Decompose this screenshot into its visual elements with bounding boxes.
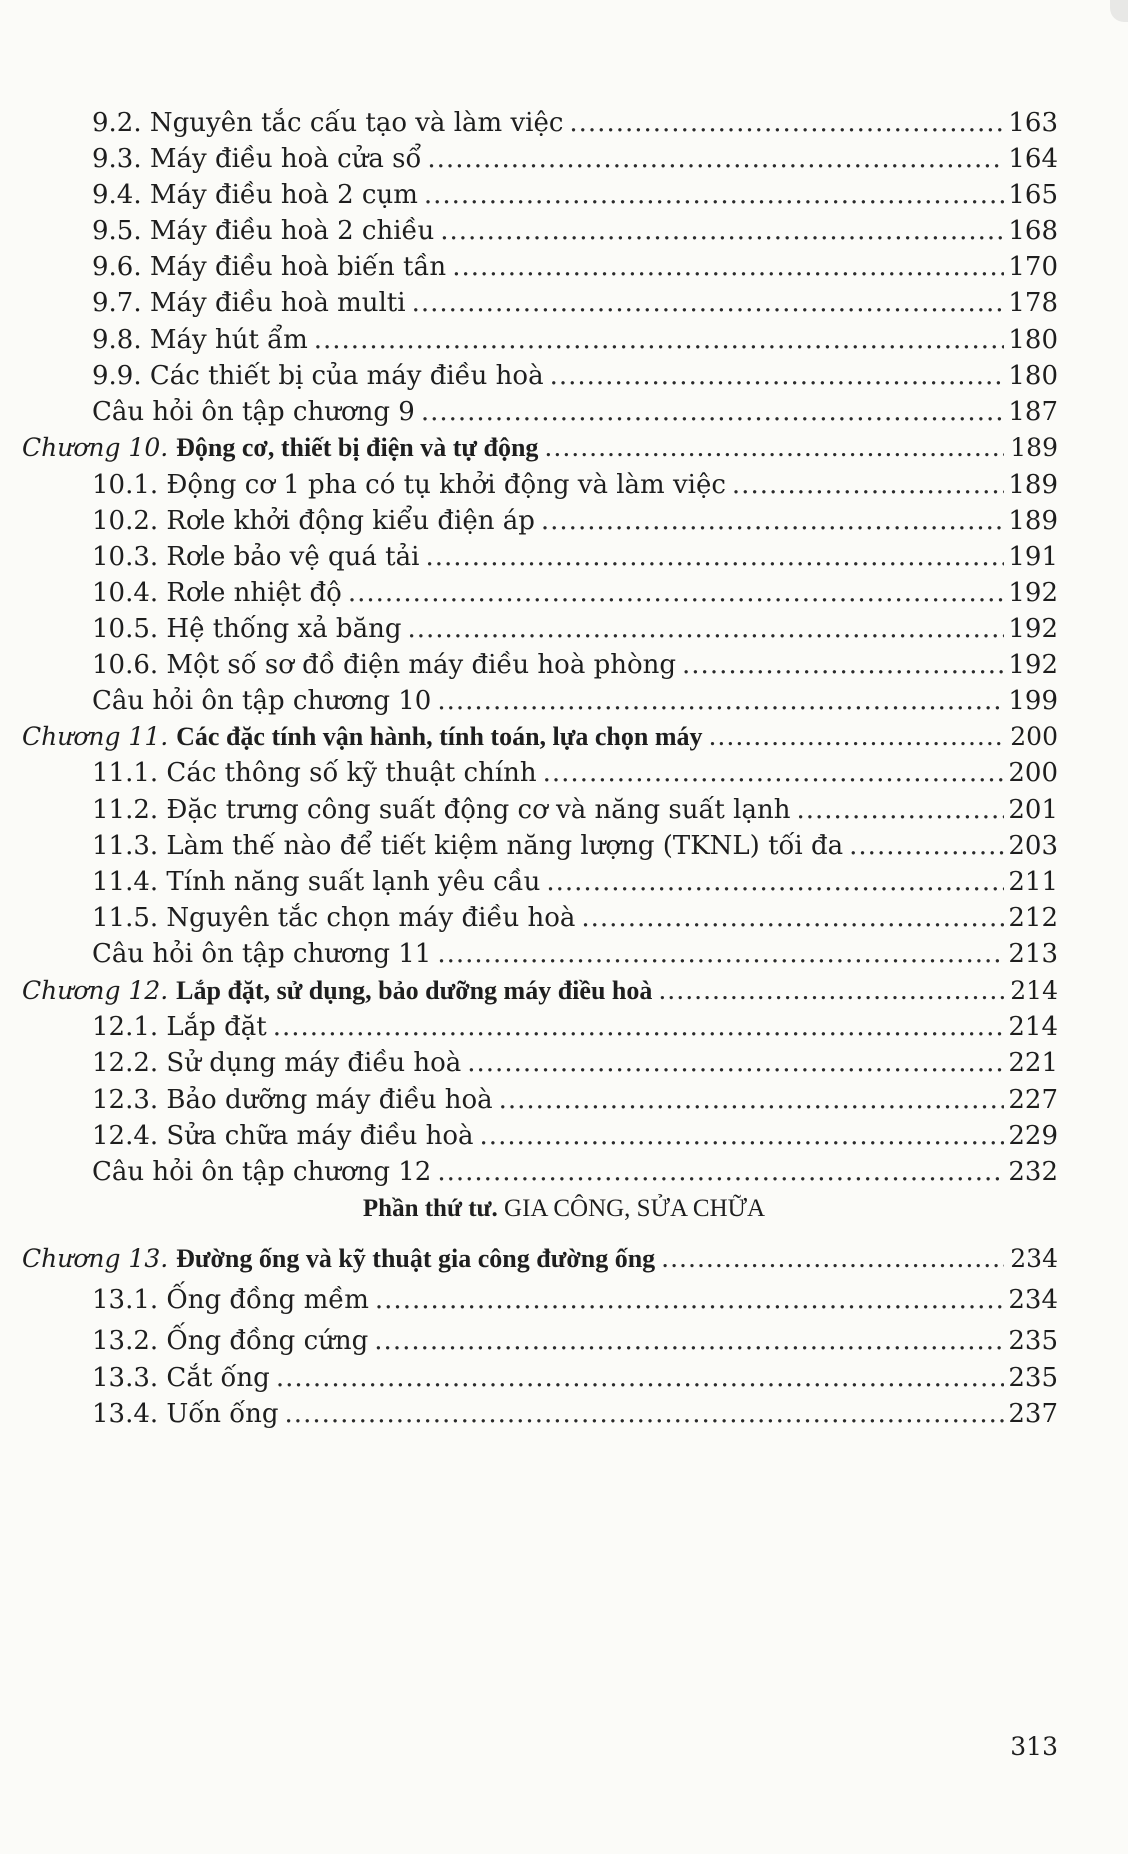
section-title: 9.2. Nguyên tắc cấu tạo và làm việc [92,108,564,138]
section-title: 9.6. Máy điều hoà biến tần [92,252,447,282]
chapter-label: Chương 10. [22,433,169,462]
dot-leader [314,325,1004,355]
toc-section-row[interactable] [0,506,1128,546]
dot-leader [374,1326,1004,1356]
toc-section-row[interactable] [0,216,1128,256]
page-ref: 234 [1010,1244,1058,1273]
page-ref: 189 [1008,470,1058,500]
dot-leader [541,506,1004,536]
dot-leader [546,867,1004,897]
section-title: 10.5. Hệ thống xả băng [92,614,402,644]
part-heading [0,1195,1128,1223]
page-ref: 237 [1008,1399,1058,1429]
section-title: 10.2. Rơle khởi động kiểu điện áp [92,506,535,536]
section-title: 11.3. Làm thế nào để tiết kiệm năng lượng (TKNL) tối đa [92,831,844,861]
section-title: 9.5. Máy điều hoà 2 chiều [92,216,435,246]
section-title: Câu hỏi ôn tập chương 9 [92,397,415,427]
toc-section-row[interactable] [0,144,1128,184]
chapter-heading [22,976,652,1006]
page-ref: 235 [1008,1326,1058,1356]
section-title: 10.6. Một số sơ đồ điện máy điều hoà phòng [92,650,677,680]
dot-leader [661,1244,1004,1273]
toc-section-row[interactable] [0,1363,1128,1403]
toc-section-row[interactable] [0,470,1128,510]
toc-section-row[interactable] [0,1399,1128,1439]
dot-leader [544,433,1004,462]
toc-chapter-row[interactable] [0,976,1128,1016]
page-ref: 229 [1008,1121,1058,1151]
section-title: 11.4. Tính năng suất lạnh yêu cầu [92,867,541,897]
toc-section-row[interactable] [0,903,1128,943]
toc-section-row[interactable] [0,831,1128,871]
section-title: 10.4. Rơle nhiệt độ [92,578,342,608]
toc-section-row[interactable] [0,650,1128,690]
chapter-heading [22,433,538,463]
section-title: 9.9. Các thiết bị của máy điều hoà [92,361,544,391]
page-ref: 211 [1008,867,1058,897]
toc-section-row[interactable] [0,542,1128,582]
dot-leader [480,1121,1004,1151]
chapter-title: Động cơ, thiết bị điện và tự động [176,433,539,462]
dot-leader [682,650,1004,680]
page-ref: 191 [1008,542,1058,572]
section-title: 9.8. Máy hút ẩm [92,325,308,355]
dot-leader [407,614,1004,644]
chapter-heading [22,1244,655,1274]
page-number: 313 [1010,1732,1058,1761]
section-title: 13.2. Ống đồng cứng [92,1326,369,1356]
page-ref: 180 [1008,325,1058,355]
page-ref: 214 [1008,1012,1058,1042]
dot-leader [440,216,1004,246]
toc-section-row[interactable] [0,939,1128,979]
page-ref: 232 [1008,1157,1058,1187]
toc-section-row[interactable] [0,288,1128,328]
part-label: Phần thứ tư. [362,1195,498,1222]
toc-section-row[interactable] [0,252,1128,292]
section-title: 12.3. Bảo dưỡng máy điều hoà [92,1085,493,1115]
chapter-title: Đường ống và kỹ thuật gia công đường ống [176,1244,656,1273]
section-title: 13.1. Ống đồng mềm [92,1285,369,1315]
dot-leader [425,542,1004,572]
page-ref: 187 [1008,397,1058,427]
toc-section-row[interactable] [0,325,1128,365]
page-ref: 165 [1008,180,1058,210]
toc-section-row[interactable] [0,1285,1128,1325]
toc-section-row[interactable] [0,795,1128,835]
dot-leader [708,722,1004,751]
toc-section-row[interactable] [0,1326,1128,1366]
dot-leader [569,108,1004,138]
dot-leader [421,397,1004,427]
toc-section-row[interactable] [0,397,1128,437]
page-ref: 214 [1010,976,1058,1005]
dot-leader [796,795,1004,825]
dot-leader [348,578,1004,608]
toc-section-row[interactable] [0,686,1128,726]
toc-chapter-row[interactable] [0,433,1128,473]
toc-section-row[interactable] [0,1048,1128,1088]
page-ref: 178 [1008,288,1058,318]
dot-leader [849,831,1004,861]
dot-leader [424,180,1004,210]
section-title: 10.1. Động cơ 1 pha có tụ khởi động và làm việc [92,470,726,500]
chapter-title: Lắp đặt, sử dụng, bảo dưỡng máy điều hoà [176,976,653,1005]
dot-leader [427,144,1004,174]
section-title: 9.4. Máy điều hoà 2 cụm [92,180,418,210]
chapter-label: Chương 13. [22,1244,169,1273]
dot-leader [273,1012,1004,1042]
page-ref: 200 [1008,758,1058,788]
section-title: 13.3. Cắt ống [92,1363,270,1393]
section-title: Câu hỏi ôn tập chương 11 [92,939,432,969]
chapter-label: Chương 12. [22,976,169,1005]
page-ref: 189 [1010,433,1058,462]
page-ref: 192 [1008,650,1058,680]
dot-leader [375,1285,1004,1315]
section-title: 9.7. Máy điều hoà multi [92,288,406,318]
dot-leader [732,470,1004,500]
page-ref: 163 [1008,108,1058,138]
dot-leader [412,288,1004,318]
toc-section-row[interactable] [0,1012,1128,1052]
dot-leader [437,939,1004,969]
section-title: 11.5. Nguyên tắc chọn máy điều hoà [92,903,576,933]
chapter-title: Các đặc tính vận hành, tính toán, lựa chọn máy [176,722,703,751]
dot-leader [437,1157,1004,1187]
page-ref: 213 [1008,939,1058,969]
toc-section-row[interactable] [0,1157,1128,1197]
page-ref: 234 [1008,1285,1058,1315]
page-ref: 192 [1008,578,1058,608]
section-title: Câu hỏi ôn tập chương 12 [92,1157,432,1187]
dot-leader [276,1363,1004,1393]
dot-leader [658,976,1004,1005]
page-ref: 227 [1008,1085,1058,1115]
page-ref: 203 [1008,831,1058,861]
section-title: 13.4. Uốn ống [92,1399,279,1429]
page-corner [1110,0,1128,22]
page-ref: 192 [1008,614,1058,644]
page-ref: 200 [1010,722,1058,751]
part-title: GIA CÔNG, SỬA CHỮA [504,1195,766,1222]
toc-section-row[interactable] [0,1085,1128,1125]
section-title: 11.1. Các thông số kỹ thuật chính [92,758,537,788]
section-title: Câu hỏi ôn tập chương 10 [92,686,432,716]
page-ref: 164 [1008,144,1058,174]
toc-section-row[interactable] [0,758,1128,798]
dot-leader [437,686,1004,716]
page-ref: 199 [1008,686,1058,716]
dot-leader [452,252,1004,282]
dot-leader [499,1085,1004,1115]
dot-leader [285,1399,1004,1429]
section-title: 12.4. Sửa chữa máy điều hoà [92,1121,474,1151]
page-ref: 221 [1008,1048,1058,1078]
section-title: 12.2. Sử dụng máy điều hoà [92,1048,462,1078]
dot-leader [550,361,1004,391]
toc-chapter-row[interactable] [0,722,1128,762]
page-ref: 168 [1008,216,1058,246]
toc-section-row[interactable] [0,180,1128,220]
section-title: 11.2. Đặc trưng công suất động cơ và năng suất lạnh [92,795,791,825]
section-title: 12.1. Lắp đặt [92,1012,267,1042]
page-ref: 189 [1008,506,1058,536]
section-title: 10.3. Rơle bảo vệ quá tải [92,542,420,572]
toc-section-row[interactable] [0,361,1128,401]
chapter-heading [22,722,702,752]
toc-section-row[interactable] [0,108,1128,148]
toc-section-row[interactable] [0,867,1128,907]
page-ref: 201 [1008,795,1058,825]
page-ref: 170 [1008,252,1058,282]
dot-leader [581,903,1004,933]
dot-leader [543,758,1004,788]
toc-section-row[interactable] [0,614,1128,654]
toc-section-row[interactable] [0,1121,1128,1161]
page-ref: 212 [1008,903,1058,933]
page-ref: 235 [1008,1363,1058,1393]
toc-section-row[interactable] [0,578,1128,618]
toc-chapter-row[interactable] [0,1244,1128,1284]
dot-leader [467,1048,1004,1078]
section-title: 9.3. Máy điều hoà cửa sổ [92,144,422,174]
chapter-label: Chương 11. [22,722,169,751]
page-ref: 180 [1008,361,1058,391]
